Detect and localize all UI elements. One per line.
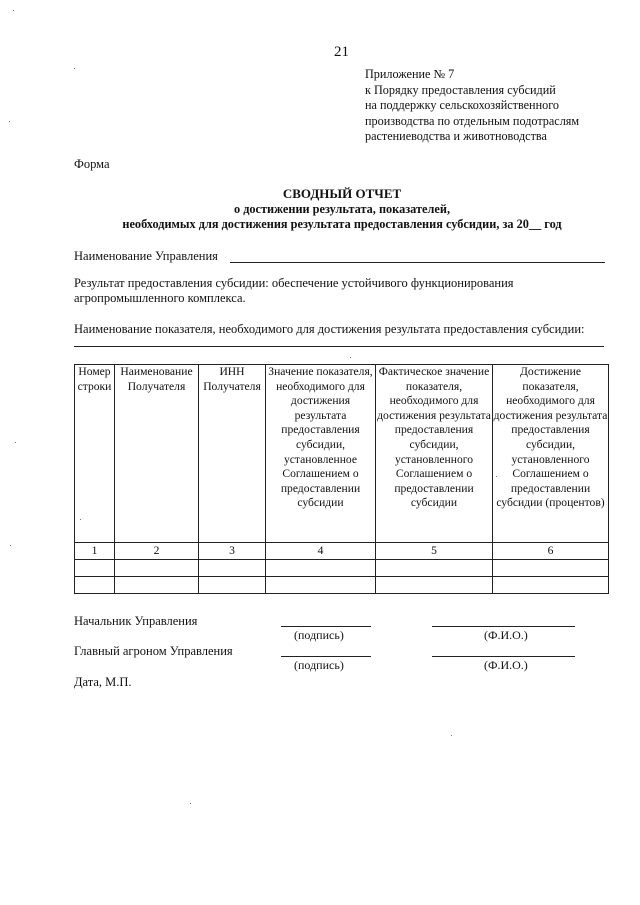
column-number: 1 bbox=[75, 543, 115, 560]
report-title bbox=[74, 186, 610, 231]
result-line: агропромышленного комплекса. bbox=[74, 291, 246, 305]
table-cell[interactable] bbox=[199, 577, 266, 594]
table-header-row bbox=[75, 365, 609, 543]
title-subtitle: о достижении результата, показателей, bbox=[233, 202, 451, 216]
indicator-input-line[interactable] bbox=[74, 346, 604, 347]
scan-speck bbox=[15, 442, 16, 443]
head-signatory-label: Начальник Управления bbox=[74, 614, 198, 628]
page-number: 21 bbox=[334, 44, 349, 60]
table-cell[interactable] bbox=[266, 577, 376, 594]
name-caption: (Ф.И.О.) bbox=[484, 658, 528, 672]
table-cell[interactable] bbox=[493, 577, 609, 594]
column-number: 4 bbox=[266, 543, 376, 560]
appendix-line: к Порядку предоставления субсидий bbox=[365, 82, 556, 97]
column-number: 3 bbox=[199, 543, 266, 560]
table-cell[interactable] bbox=[115, 577, 199, 594]
table-cell[interactable] bbox=[376, 577, 493, 594]
scan-speck bbox=[10, 545, 11, 546]
title-subtitle: необходимых для достижения результата предоставления субсидии, за 20__ год bbox=[122, 216, 562, 231]
agronomist-signature-line[interactable] bbox=[281, 656, 371, 657]
column-number: 2 bbox=[115, 543, 199, 560]
header-recipient-inn: ИНН Получателя bbox=[199, 365, 266, 543]
report-table bbox=[74, 364, 609, 594]
appendix-line: растениеводства и животноводства bbox=[365, 129, 547, 144]
title-main: СВОДНЫЙ ОТЧЕТ bbox=[282, 186, 402, 201]
column-number: 6 bbox=[493, 543, 609, 560]
header-actual-value: Фактическое значение показателя, необходимого для достижения результата предоставления субсидии, установленного Соглашением о предоставлении субсидии bbox=[376, 365, 493, 543]
table-cell[interactable] bbox=[115, 560, 199, 577]
agronomist-signatory-label: Главный агроном Управления bbox=[74, 644, 233, 658]
scan-speck bbox=[451, 735, 452, 736]
agronomist-name-line[interactable] bbox=[432, 656, 575, 657]
indicator-label: Наименование показателя, необходимого для достижения результата предоставления субсидии: bbox=[74, 322, 585, 336]
department-label: Наименование Управления bbox=[74, 249, 218, 263]
signature-caption: (подпись) bbox=[294, 628, 344, 642]
department-input-line[interactable] bbox=[230, 262, 605, 263]
scan-speck bbox=[9, 121, 10, 122]
header-target-value: Значение показателя, необходимого для достижения результата предоставления субсидии, установленное Соглашением о предоставлении субсидии bbox=[266, 365, 376, 543]
scan-speck bbox=[496, 476, 497, 477]
column-number-row bbox=[75, 543, 609, 560]
header-achievement-percent: Достижение показателя, необходимого для достижения результата предоставления субсидии, установленного Соглашением о предоставлении субсидии (процентов) bbox=[493, 365, 609, 543]
signature-caption: (подпись) bbox=[294, 658, 344, 672]
scan-speck bbox=[74, 68, 75, 69]
head-signature-line[interactable] bbox=[281, 626, 371, 627]
table-cell[interactable] bbox=[75, 560, 115, 577]
appendix-line: на поддержку сельскохозяйственного bbox=[365, 98, 559, 113]
appendix-line: производства по отдельным подотраслям bbox=[365, 113, 580, 128]
table-row bbox=[75, 560, 609, 577]
head-name-line[interactable] bbox=[432, 626, 575, 627]
table-cell[interactable] bbox=[266, 560, 376, 577]
table-row bbox=[75, 577, 609, 594]
result-line: Результат предоставления субсидии: обеспечение устойчивого функционирования bbox=[74, 276, 514, 290]
table-cell[interactable] bbox=[493, 560, 609, 577]
date-stamp-label: Дата, М.П. bbox=[74, 675, 132, 689]
form-label: Форма bbox=[74, 157, 110, 171]
table-cell[interactable] bbox=[75, 577, 115, 594]
appendix-note bbox=[365, 67, 579, 145]
table-cell[interactable] bbox=[376, 560, 493, 577]
scan-speck bbox=[13, 10, 14, 11]
header-recipient-name: Наименование Получателя bbox=[115, 365, 199, 543]
name-caption: (Ф.И.О.) bbox=[484, 628, 528, 642]
column-number: 5 bbox=[376, 543, 493, 560]
table-cell[interactable] bbox=[199, 560, 266, 577]
result-text bbox=[74, 276, 514, 306]
scan-speck bbox=[190, 803, 191, 804]
scan-speck bbox=[350, 357, 351, 358]
scan-speck bbox=[80, 519, 81, 520]
appendix-line: Приложение № 7 bbox=[365, 67, 455, 81]
header-row-number: Номер строки bbox=[75, 365, 115, 543]
